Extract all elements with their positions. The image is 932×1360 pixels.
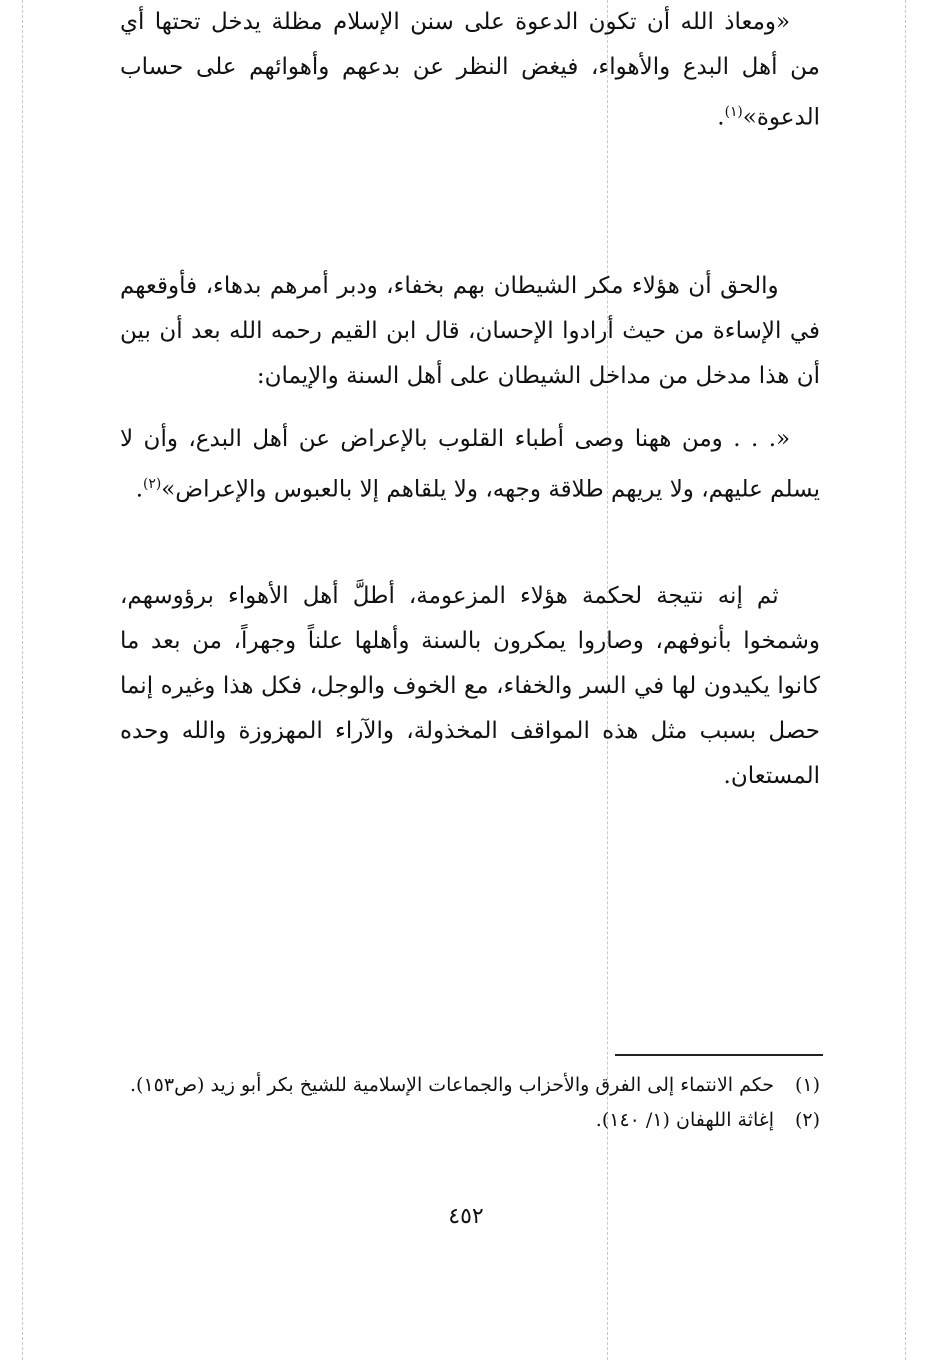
body-paragraph-4-wrap <box>120 574 820 799</box>
paragraph-text: «ومعاذ الله أن تكون الدعوة على سنن الإسلام مظلة يدخل تحتها أي من أهل البدع والأهواء، فيغض النظر عن بدعهم وأهوائهم على حساب الدعوة» <box>120 9 820 131</box>
page-number: ٤٥٢ <box>448 1204 484 1229</box>
paragraph-text: «. . . ومن ههنا وصى أطباء القلوب بالإعراض عن أهل البدع، وأن لا يسلم عليهم، ولا يريهم طلاقة وجهه، ولا يلقاهم إلا بالعبوس والإعراض» <box>120 426 820 503</box>
footnote-separator <box>615 1054 823 1056</box>
body-paragraph-2 <box>120 264 820 399</box>
body-paragraph-2-wrap <box>120 264 820 399</box>
footnote-text: إغاثة اللهفان (١/ ١٤٠). <box>595 1109 774 1131</box>
period: . <box>717 104 725 131</box>
footnote-number: (٢) <box>794 1109 820 1131</box>
footnote-number: (١) <box>794 1074 820 1096</box>
footnote-1 <box>118 1068 820 1103</box>
paragraph-text: والحق أن هؤلاء مكر الشيطان بهم بخفاء، ودبر أمرهم بدهاء، فأوقعهم في الإساءة من حيث أرادوا الإحسان، قال ابن القيم رحمه الله بعد أن بين أن هذا مدخل من مداخل الشيطان على أهل السنة والإيمان: <box>120 273 820 389</box>
scan-guide-line-right <box>905 0 906 1360</box>
footnote-marker-2: (٢) <box>143 476 162 492</box>
footnotes <box>118 1068 820 1138</box>
footnote-2 <box>118 1103 820 1138</box>
quote-paragraph-1 <box>120 0 820 141</box>
period: . <box>135 476 144 503</box>
quote-paragraph-3 <box>120 417 820 513</box>
footnote-marker-1: (١) <box>724 104 743 120</box>
quote-paragraph-3-wrap <box>120 417 820 513</box>
body-paragraph-4 <box>120 574 820 799</box>
paragraph-text: ثم إنه نتيجة لحكمة هؤلاء المزعومة، أطلَّ أهل الأهواء برؤوسهم، وشمخوا بأنوفهم، وصاروا يمكرون بالسنة وأهلها علناً وجهراً، من بعد ما كانوا يكيدون لها في السر والخفاء، مع الخوف والوجل، فكل هذا وغيره إنما حصل بسبب مثل هذه المواقف المخذولة، والآراء المهزوزة والله وحده المستعان. <box>120 583 820 789</box>
footnote-text: حكم الانتماء إلى الفرق والأحزاب والجماعات الإسلامية للشيخ بكر أبو زيد (ص١٥٣). <box>130 1074 774 1096</box>
scan-guide-line-left <box>22 0 23 1360</box>
